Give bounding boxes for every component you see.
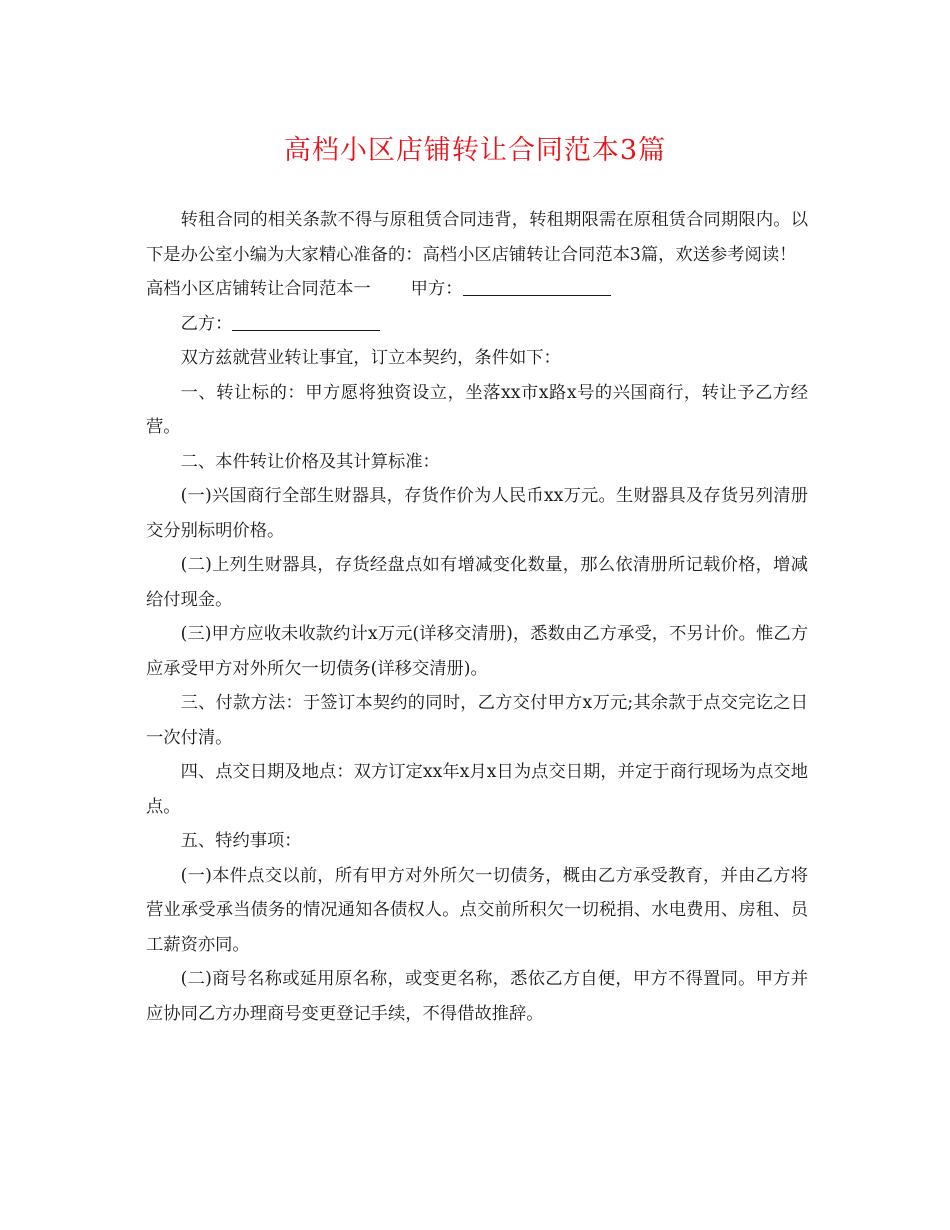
paragraph: 双方兹就营业转让事宜，订立本契约，条件如下：	[180, 348, 561, 368]
paragraph: 二、本件转让价格及其计算标准：	[180, 451, 440, 472]
paragraph: (一)本件点交以前，所有甲方对外所欠一切债务，概由乙方承受教育，并由乙方将营业承受承当债务的情况通知各债权人。点交前所积欠一切税捐、水电费用、房租、员工薪资亦同。	[146, 865, 808, 955]
paragraph: 三、付款方法：于签订本契约的同时，乙方交付甲方x万元;其余款于点交完讫之日一次付清。	[146, 693, 808, 748]
contract-heading-line	[146, 272, 808, 307]
party-b-line	[146, 307, 808, 342]
document-title: 高档小区店铺转让合同范本3篇	[283, 135, 667, 166]
paragraph: (一)兴国商行全部生财器具，存货作价为人民币xx万元。生财器具及存货另列清册交分别标明价格。	[146, 486, 808, 541]
paragraph: 五、特约事项：	[180, 831, 302, 851]
party-b-blank-line	[232, 330, 380, 331]
party-a-label: 甲方：	[410, 279, 463, 299]
party-a-blank-line	[463, 295, 611, 296]
paragraph: (三)甲方应收未收款约计x万元(详移交清册)，悉数由乙方承受，不另计价。惟乙方应承受甲方对外所欠一切债务(详移交清册)。	[146, 624, 808, 679]
section-heading: 高档小区店铺转让合同范本一	[146, 279, 371, 299]
paragraph: (二)上列生财器具，存货经盘点如有增减变化数量，那么依清册所记载价格，增减给付现金。	[146, 555, 808, 610]
document-body	[146, 203, 808, 1031]
paragraph: (二)商号名称或延用原名称，或变更名称，悉依乙方自便，甲方不得置同。甲方并应协同乙方办理商号变更登记手续，不得借故推辞。	[146, 969, 808, 1024]
paragraph: 四、点交日期及地点：双方订定xx年x月x日为点交日期，并定于商行现场为点交地点。	[146, 762, 808, 817]
intro-paragraph: 转租合同的相关条款不得与原租赁合同违背，转租期限需在原租赁合同期限内。以下是办公室小编为大家精心准备的：高档小区店铺转让合同范本3篇，欢送参考阅读！	[146, 210, 808, 265]
party-b-label: 乙方：	[180, 313, 233, 334]
paragraph: 一、转让标的：甲方愿将独资设立，坐落xx市x路x号的兴国商行，转让予乙方经营。	[146, 382, 808, 437]
